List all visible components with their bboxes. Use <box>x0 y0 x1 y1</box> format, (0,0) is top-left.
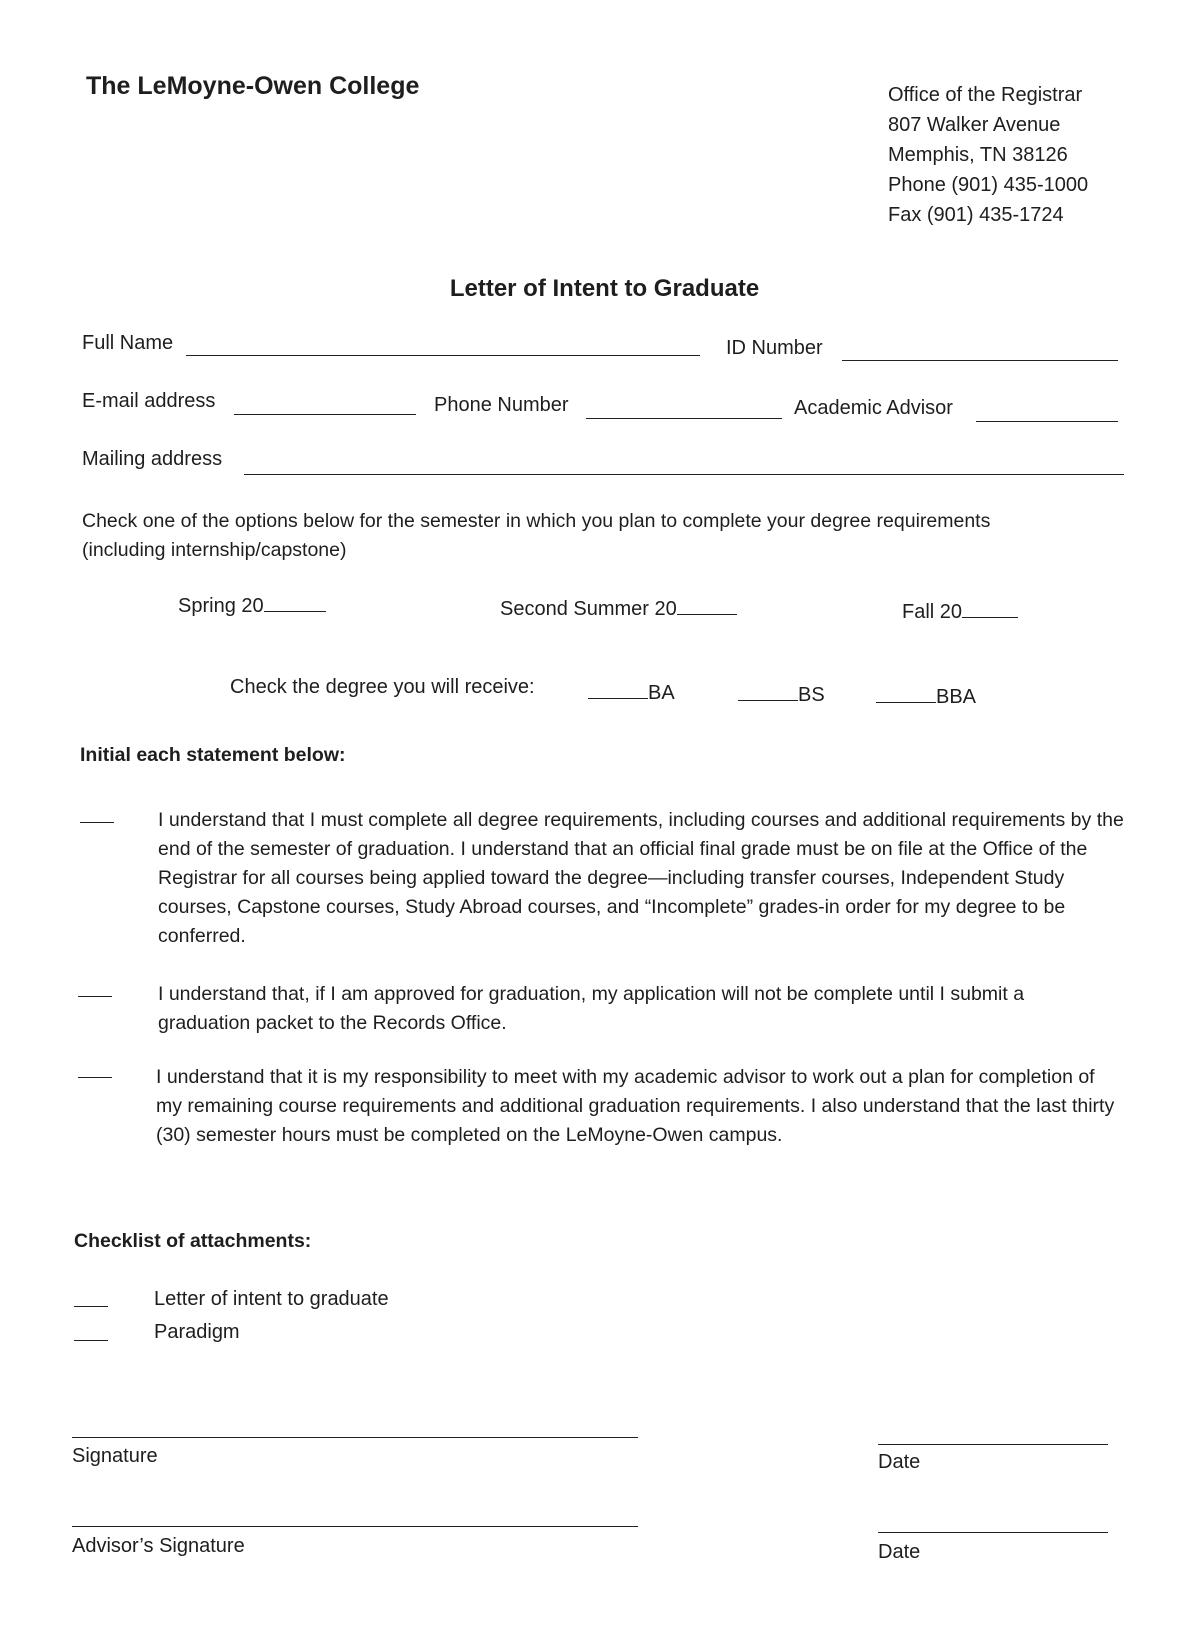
email-label: E-mail address <box>82 390 216 412</box>
option-label: Second Summer 20 <box>500 598 677 620</box>
advisor-signature-label: Advisor’s Signature <box>72 1535 245 1557</box>
statement-1: I understand that I must complete all degree requirements, including courses and additional requirements by the end of the semester of graduation. I understand that an official final grade must be on file at the Office of the Registrar for all courses being applied toward the degree—including transfer courses, Independent Study courses, Capstone courses, Study Abroad courses, and “Incomplete” grades-in order for my degree to be conferred. <box>158 809 1124 947</box>
full-name-field[interactable] <box>186 355 700 356</box>
advisor-signature-line[interactable] <box>72 1526 638 1527</box>
initial-heading: Initial each statement below: <box>80 744 346 766</box>
advisor-date-line[interactable] <box>878 1532 1108 1533</box>
degree-label: BA <box>648 682 675 704</box>
initial-blank[interactable] <box>78 996 112 997</box>
phone-label: Phone Number <box>434 394 569 416</box>
signature-label: Signature <box>72 1445 158 1467</box>
degree-prompt: Check the degree you will receive: <box>230 676 535 698</box>
full-name-label: Full Name <box>82 332 174 354</box>
degree-bba <box>876 684 976 709</box>
option-second-summer <box>500 596 737 621</box>
id-number-label: ID Number <box>726 337 823 359</box>
office-line: Phone (901) 435-1000 <box>888 174 1089 196</box>
office-line: Memphis, TN 38126 <box>888 144 1068 166</box>
degree-blank[interactable] <box>738 682 798 701</box>
year-blank[interactable] <box>677 596 737 615</box>
attachment-item: Letter of intent to graduate <box>154 1288 389 1310</box>
college-name: The LeMoyne-Owen College <box>86 72 420 100</box>
degree-blank[interactable] <box>876 684 936 703</box>
attachment-blank[interactable] <box>74 1306 108 1307</box>
initial-blank[interactable] <box>78 1077 112 1078</box>
email-field[interactable] <box>234 414 416 415</box>
office-line: 807 Walker Avenue <box>888 114 1061 136</box>
option-spring <box>178 593 326 618</box>
statement-2: I understand that, if I am approved for graduation, my application will not be complete until I submit a graduation packet to the Records Office. <box>158 983 1025 1034</box>
signature-line[interactable] <box>72 1437 638 1438</box>
attachment-blank[interactable] <box>74 1340 108 1341</box>
date-line[interactable] <box>878 1444 1108 1445</box>
option-label: Spring 20 <box>178 595 264 617</box>
form-title: Letter of Intent to Graduate <box>449 275 760 302</box>
initial-blank[interactable] <box>80 822 114 823</box>
advisor-label: Academic Advisor <box>794 397 953 419</box>
option-fall <box>902 599 1018 624</box>
mailing-field[interactable] <box>244 474 1124 475</box>
advisor-date-label: Date <box>878 1541 921 1563</box>
phone-field[interactable] <box>586 418 782 419</box>
advisor-field[interactable] <box>976 421 1118 422</box>
option-label: Fall 20 <box>902 601 963 623</box>
degree-bs <box>738 682 825 707</box>
degree-label: BBA <box>936 686 977 708</box>
registrar-address <box>888 80 1088 230</box>
semester-instruction: Check one of the options below for the semester in which you plan to complete your degree requirements (including internship/capstone) <box>82 510 991 561</box>
statement-3: I understand that it is my responsibility to meet with my academic advisor to work out a plan for completion of my remaining course requirements and additional graduation requirements. I also understand that the last thirty (30) semester hours must be completed on the LeMoyne-Owen campus. <box>156 1066 1115 1146</box>
degree-ba <box>588 680 675 705</box>
degree-blank[interactable] <box>588 680 648 699</box>
attachments-heading: Checklist of attachments: <box>74 1230 312 1252</box>
year-blank[interactable] <box>962 599 1018 618</box>
degree-label: BS <box>798 684 825 706</box>
office-line: Office of the Registrar <box>888 84 1083 106</box>
id-number-field[interactable] <box>842 360 1118 361</box>
attachment-item: Paradigm <box>154 1321 240 1343</box>
office-line: Fax (901) 435-1724 <box>888 204 1064 226</box>
date-label: Date <box>878 1451 921 1473</box>
mailing-label: Mailing address <box>82 448 223 470</box>
year-blank[interactable] <box>264 593 326 612</box>
